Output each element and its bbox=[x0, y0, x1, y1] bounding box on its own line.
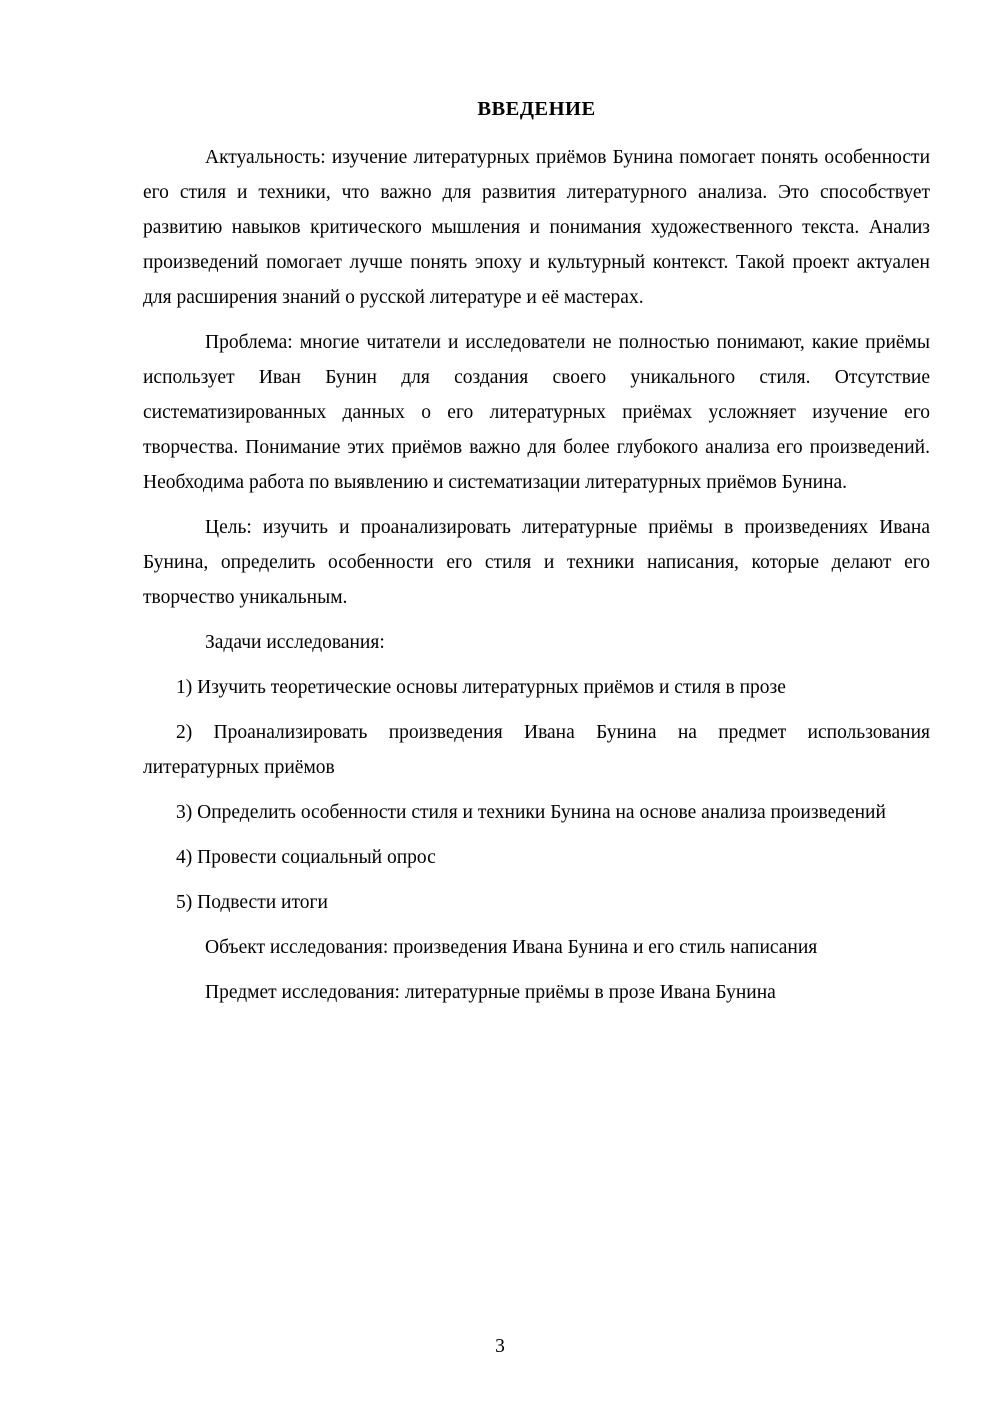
task-item-3: 3) Определить особенности стиля и техники Бунина на основе анализа произведений bbox=[176, 802, 886, 823]
task-item-2: 2) Проанализировать произведения Ивана Бунина на предмет использования литературных приёмов bbox=[143, 722, 930, 778]
paragraph-relevance: Актуальность: изучение литературных приёмов Бунина помогает понять особенности его стиля и техники, что важно для развития литературного анализа. Это способствует развитию навыков критического мышления и понимания художественного текста. Анализ произведений помогает лучше понять эпоху и культурный контекст. Такой проект актуален для расширения знаний о русской литературе и её мастерах. bbox=[143, 147, 930, 308]
paragraph-goal: Цель: изучить и проанализировать литературные приёмы в произведениях Ивана Бунина, определить особенности его стиля и техники написания, которые делают его творчество уникальным. bbox=[143, 517, 930, 608]
paragraph-object: Объект исследования: произведения Ивана Бунина и его стиль написания bbox=[205, 937, 818, 958]
paragraph-problem: Проблема: многие читатели и исследователи не полностью понимают, какие приёмы использует Иван Бунин для создания своего уникального стиля. Отсутствие систематизированных данных о его литературных приёмах усложняет изучение его творчества. Понимание этих приёмов важно для более глубокого анализа его произведений. Необходима работа по выявлению и систематизации литературных приёмов Бунина. bbox=[143, 332, 930, 493]
page-title: ВВЕДЕНИЕ bbox=[477, 98, 596, 120]
task-item-1: 1) Изучить теоретические основы литературных приёмов и стиля в прозе bbox=[176, 677, 786, 698]
paragraph-subject: Предмет исследования: литературные приёмы в прозе Ивана Бунина bbox=[205, 982, 776, 1003]
page-number: 3 bbox=[495, 1336, 505, 1357]
task-item-5: 5) Подвести итоги bbox=[176, 892, 328, 913]
paragraph-tasks-heading: Задачи исследования: bbox=[205, 632, 385, 653]
task-item-4: 4) Провести социальный опрос bbox=[176, 847, 436, 868]
